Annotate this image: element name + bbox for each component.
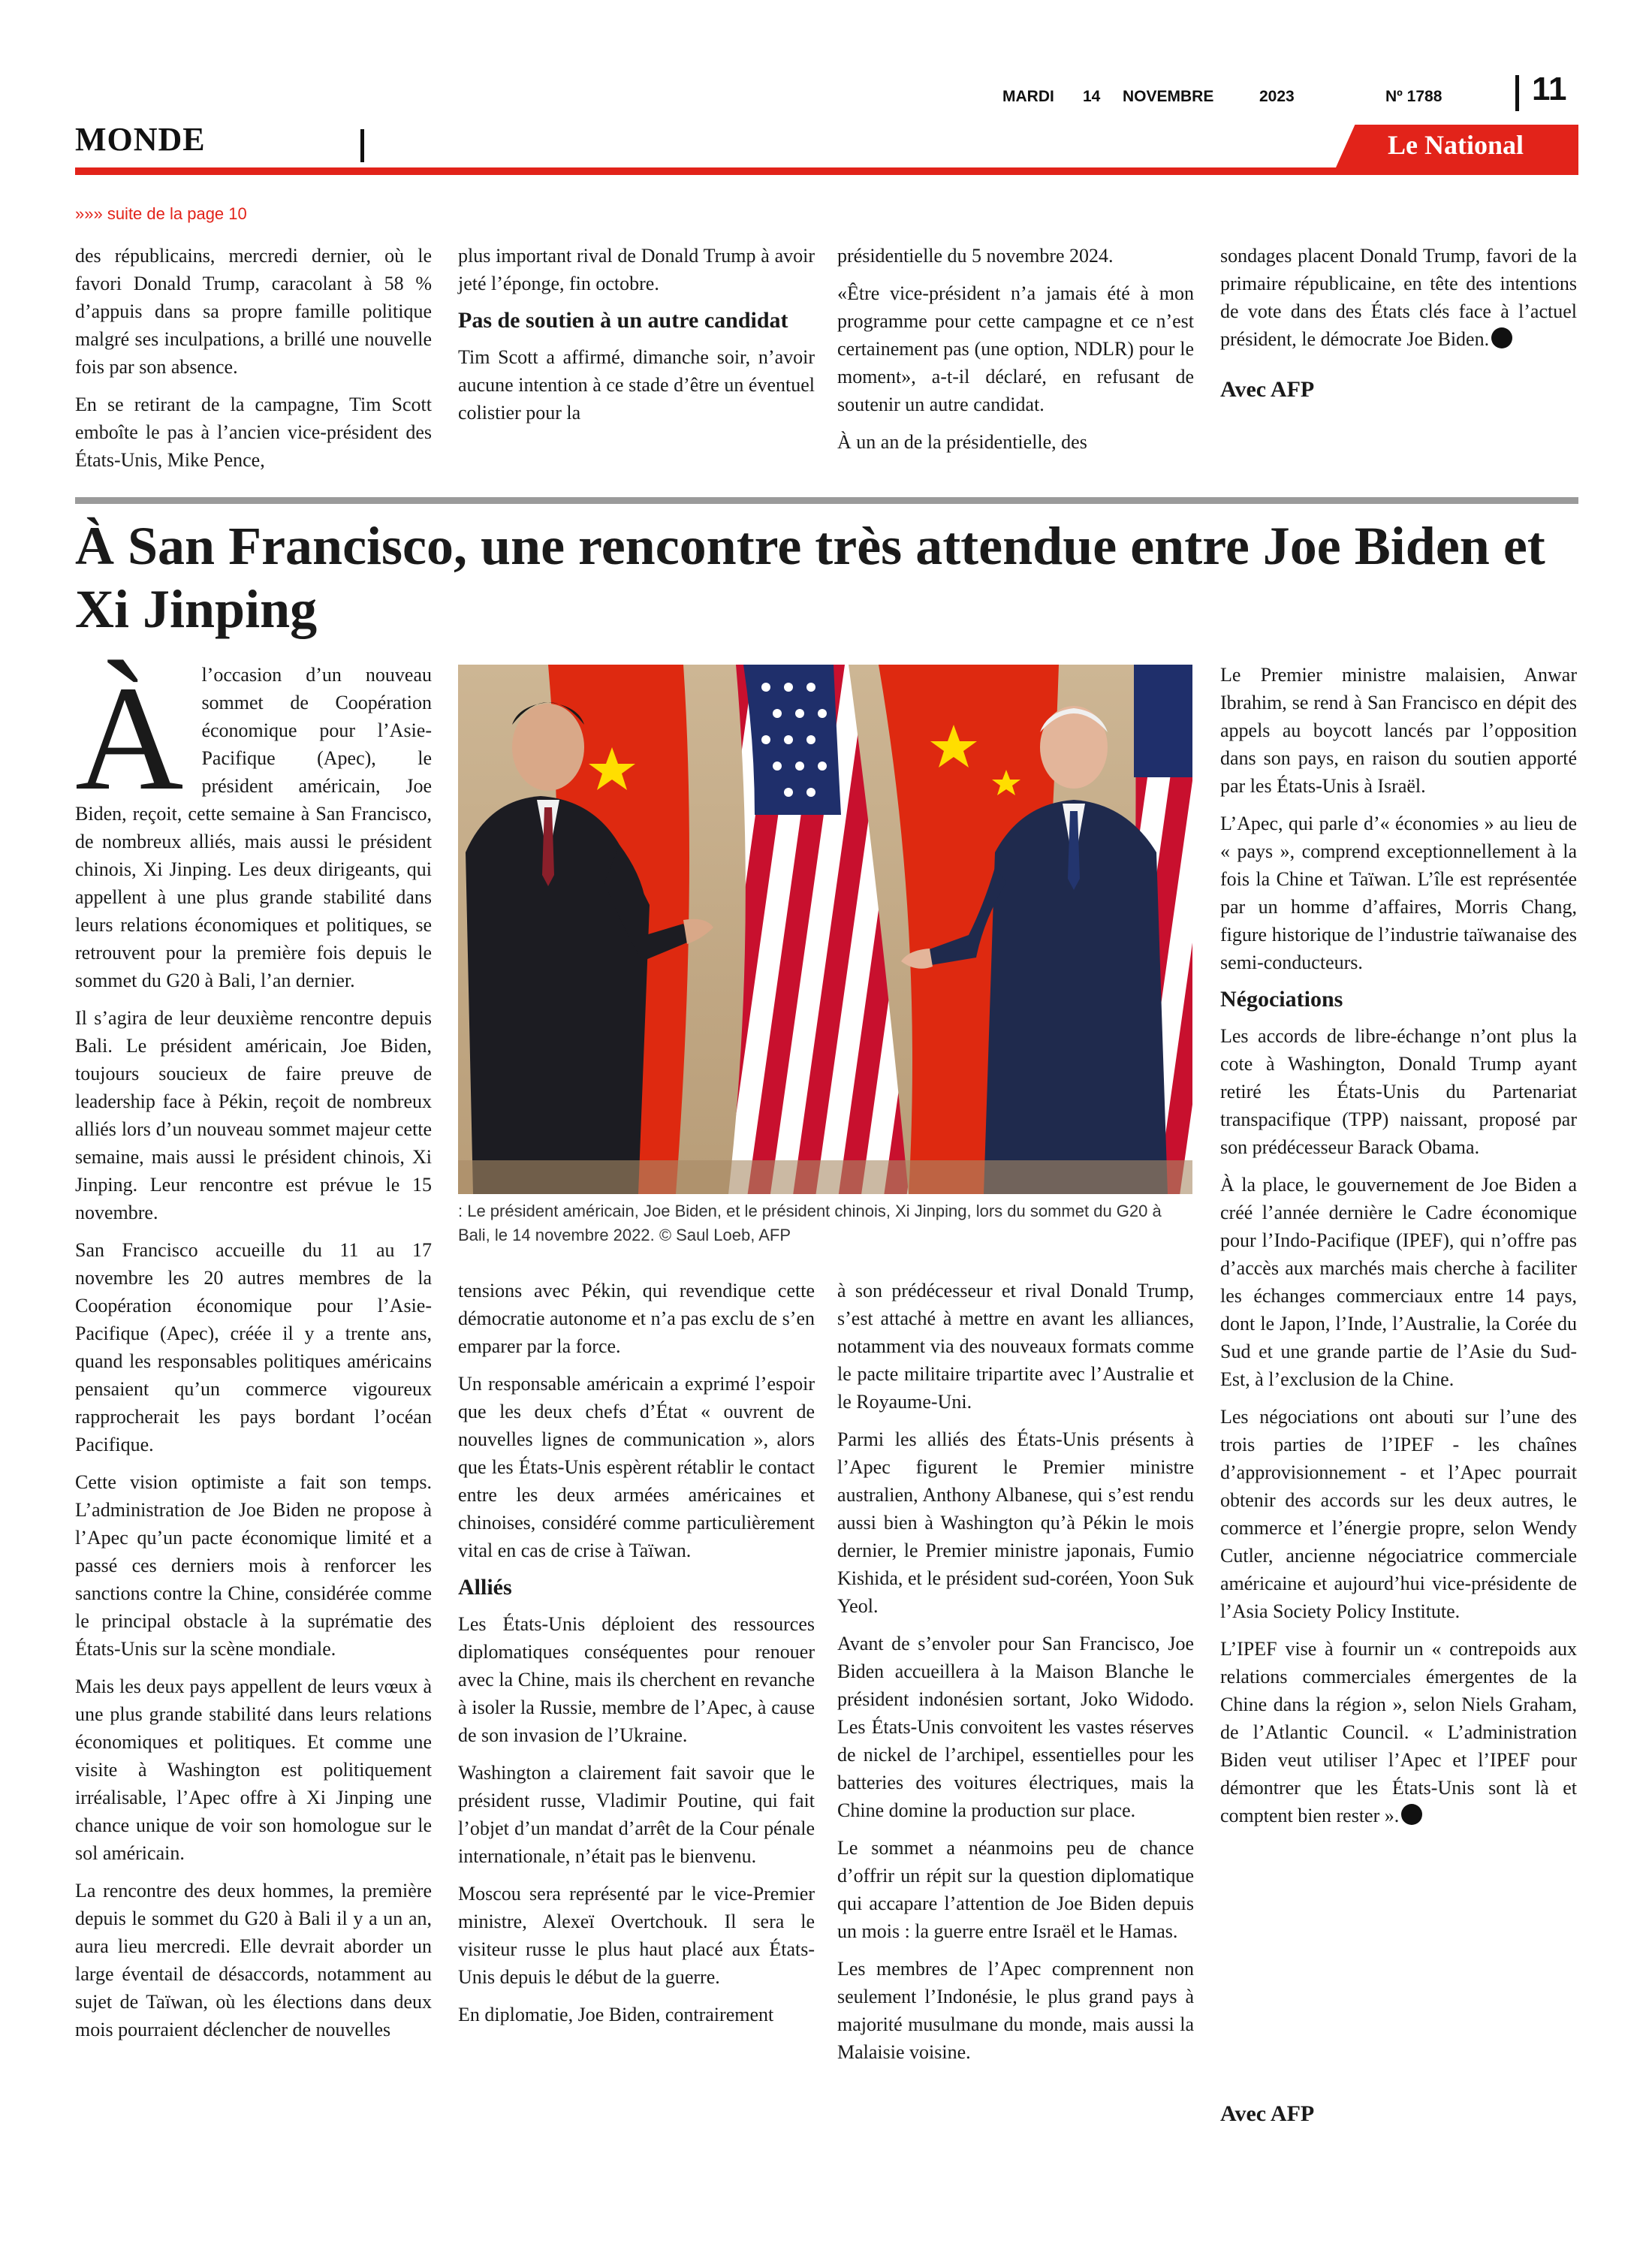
main-article-column-1 <box>75 656 432 2053</box>
signature: Avec AFP <box>1220 377 1315 402</box>
paragraph: présidentielle du 5 novembre 2024. <box>837 245 1114 267</box>
paragraph: Les États-Unis déploient des ressources diplomatiques conséquentes pour renouer avec la Chine, mais ils cherchent en revanche à isoler la Russie, membre de l’Apec, à cause de son invasion de l’Ukraine. <box>458 1613 815 1746</box>
header-month: NOVEMBRE <box>1123 88 1214 105</box>
top-article-column-1 <box>75 242 432 484</box>
paragraph: «Être vice-président n’a jamais été à mon programme pour cette campagne et ce n’est certainement pas (une option, NDLR) pour le moment», a-t-il déclaré, en refusant de soutenir un autre candidat. <box>837 282 1194 415</box>
section-title: MONDE <box>75 121 206 158</box>
main-article-column-3 <box>837 1277 1194 2076</box>
top-article-column-3 <box>837 242 1194 466</box>
paragraph: Cette vision optimiste a fait son temps. L’administration de Joe Biden ne propose à l’Apec qu’un pacte économique limité et a passé ces derniers mois à renforcer les sanctions contre la Chine, considérée comme le principal obstacle à la suprématie des États-Unis sur la scène mondiale. <box>75 1471 432 1660</box>
end-mark-icon <box>1491 327 1512 348</box>
paragraph: des républicains, mercredi dernier, où le favori Donald Trump, caracolant à 58 % d’appuis dans sa propre famille politique malgré ses inculpations, a brillé une nouvelle fois par son absence. <box>75 245 432 378</box>
paragraph: à son prédécesseur et rival Donald Trump, s’est attaché à mettre en avant les alliances, notamment via des nouveaux formats comme le pacte militaire tripartite avec l’Australie et le Royaume-Uni. <box>837 1280 1194 1413</box>
lead-paragraph <box>75 656 432 994</box>
header-issue: Nº 1788 <box>1385 88 1442 105</box>
lead-text: l’occasion d’un nouveau sommet de Coopération économique pour l’Asie-Pacifique (Apec), le président américain, Joe Biden, reçoit, cette semaine à San Francisco, de nombreux alliés, mais aussi le président chinois, Xi Jinping. Les deux dirigeants, qui appellent à une plus grande stabilité dans leurs relations économiques et politiques, se retrouvent pour la première fois depuis le sommet du G20 à Bali, l’an dernier. <box>75 664 432 991</box>
brand-name: Le National <box>1387 130 1524 160</box>
end-mark-icon <box>1401 1804 1422 1825</box>
drop-cap: À <box>75 656 184 822</box>
paragraph: Un responsable américain a exprimé l’espoir que les deux chefs d’État « ouvrent de nouvelles lignes de communication », alors que les États-Unis espèrent rétablir le contact entre les deux armées américaines et chinoises, considéré comme particulièrement vital en cas de crise à Taïwan. <box>458 1373 815 1561</box>
paragraph: Mais les deux pays appellent de leurs vœux à une plus grande stabilité dans leurs relations économiques et politiques. Et comme une visite à Washington est politiquement irréalisable, l’Apec offre à Xi Jinping une chance unique de voir son homologue sur le sol américain. <box>75 1675 432 1864</box>
paragraph: Les membres de l’Apec comprennent non seulement l’Indonésie, le plus grand pays à majorité musulmane du monde, mais aussi la Malaisie voisine. <box>837 1958 1194 2063</box>
paragraph: tensions avec Pékin, qui revendique cette démocratie autonome et n’a pas exclu de s’en emparer par la force. <box>458 1280 815 1357</box>
subheading: Alliés <box>458 1575 512 1600</box>
main-article-column-2 <box>458 1277 815 2038</box>
paragraph: plus important rival de Donald Trump à avoir jeté l’éponge, fin octobre. <box>458 245 815 294</box>
paragraph: En diplomatie, Joe Biden, contrairement <box>458 2004 774 2025</box>
paragraph: En se retirant de la campagne, Tim Scott emboîte le pas à l’ancien vice-président des États-Unis, Mike Pence, <box>75 394 432 471</box>
paragraph: Les accords de libre-échange n’ont plus la cote à Washington, Donald Trump ayant retiré les États-Unis du Partenariat transpacifique (TPP) naissant, proposé par son prédécesseur Barack Obama. <box>1220 1025 1577 1158</box>
top-article-column-4 <box>1220 242 1577 413</box>
subheading: Pas de soutien à un autre candidat <box>458 308 788 333</box>
paragraph: Les négociations ont abouti sur l’une des trois parties de l’IPEF - les chaînes d’approvisionnement - et l’Apec pourrait obtenir des accords sur les deux autres, le commerce et l’énergie propre, selon Wendy Cutler, ancienne négociatrice commerciale américaine et aujourd’hui vice-présidente de l’Asia Society Policy Institute. <box>1220 1406 1577 1622</box>
paragraph: À un an de la présidentielle, des <box>837 431 1087 453</box>
paragraph: Tim Scott a affirmé, dimanche soir, n’avoir aucune intention à ce stade d’être un éventuel colistier pour la <box>458 346 815 424</box>
paragraph: San Francisco accueille du 11 au 17 novembre les 20 autres membres de la Coopération économique pour l’Asie-Pacifique (Apec), créée il y a trente ans, quand les responsables politiques américains pensaient qu’un commerce vigoureux rapprocherait les pays bordant l’océan Pacifique. <box>75 1239 432 1455</box>
header-date-num: 14 <box>1083 88 1101 105</box>
paragraph: La rencontre des deux hommes, la première depuis le sommet du G20 à Bali il y a un an, aura lieu mercredi. Elle devrait aborder un large éventail de désaccords, notamment au sujet de Taïwan, où les élections dans deux mois pourraient déclencher de nouvelles <box>75 1880 432 2040</box>
main-article-column-4 <box>1220 661 1577 1839</box>
paragraph: Le Premier ministre malaisien, Anwar Ibrahim, se rend à San Francisco en dépit des appels au boycott lancés par l’opposition dans son pays, en raison du soutien apporté par les États-Unis à Israël. <box>1220 664 1577 797</box>
article-separator <box>75 497 1578 504</box>
photo-caption: : Le président américain, Joe Biden, et le président chinois, Xi Jinping, lors du sommet du G20 à Bali, le 14 novembre 2022. © Saul Loeb, AFP <box>458 1202 1162 1244</box>
paragraph: Le sommet a néanmoins peu de chance d’offrir un répit sur la question diplomatique qui accapare l’attention de Joe Biden depuis un mois : la guerre entre Israël et le Hamas. <box>837 1837 1194 1942</box>
summit-photo <box>458 665 1192 1194</box>
paragraph: Washington a clairement fait savoir que le président russe, Vladimir Poutine, qui fait l’objet d’un mandat d’arrêt de la Cour pénale internationale, n’était pas le bienvenu. <box>458 1762 815 1867</box>
subheading: Négociations <box>1220 987 1343 1012</box>
paragraph: Moscou sera représenté par le vice-Premier ministre, Alexeï Overtchouk. Il sera le visiteur russe le plus haut placé aux États-Unis depuis le début de la guerre. <box>458 1883 815 1988</box>
paragraph: Parmi les alliés des États-Unis présents à l’Apec figurent le Premier ministre australien, Anthony Albanese, qui s’est rendu aussi bien à Washington qu’à Pékin le mois dernier, le Premier ministre japonais, Fumio Kishida, et le président sud-coréen, Yoon Suk Yeol. <box>837 1428 1194 1617</box>
header-year: 2023 <box>1259 88 1295 105</box>
paragraph-text: L’IPEF vise à fournir un « contrepoids aux relations commerciales émergentes de la Chine dans la région », selon Niels Graham, de l’Atlantic Council. « L’administration Biden veut utiliser l’Apec et l’IPEF pour démontrer que les États-Unis sont là et comptent bien rester ». <box>1220 1638 1577 1826</box>
headline: À San Francisco, une rencontre très attendue entre Joe Biden et Xi Jinping <box>75 516 1545 639</box>
handshake-illustration <box>458 665 1192 1194</box>
continuation-note[interactable]: »»» suite de la page 10 <box>75 204 247 223</box>
section-divider <box>360 129 364 162</box>
signature: Avec AFP <box>1220 2101 1315 2126</box>
paragraph-text: sondages placent Donald Trump, favori de la primaire républicaine, en tête des intentions de vote dans des États clés face à l’actuel président, le démocrate Joe Biden. <box>1220 245 1577 350</box>
paragraph: Il s’agira de leur deuxième rencontre depuis Bali. Le président américain, Joe Biden, toujours soucieux de faire preuve de leadership face à Pékin, reçoit de nombreux alliés lors d’un nouveau sommet majeur cette semaine, mais aussi le président chinois, Xi Jinping. Leur rencontre est prévue le 15 novembre. <box>75 1007 432 1223</box>
top-article-column-2 <box>458 242 815 436</box>
paragraph: L’Apec, qui parle d’« économies » au lieu de « pays », comprend exceptionnellement à la fois la Chine et Taïwan. L’île est représentée par un homme d’affaires, Morris Chang, figure historique de l’industrie taïwanaise des semi-conducteurs. <box>1220 813 1577 973</box>
page-number-divider <box>1515 75 1519 111</box>
page-number: 11 <box>1532 71 1567 107</box>
paragraph <box>1220 242 1577 353</box>
header-day: MARDI <box>1002 88 1054 105</box>
paragraph: Avant de s’envoler pour San Francisco, Joe Biden accueillera à la Maison Blanche le président indonésien sortant, Joko Widodo. Les États-Unis convoitent les vastes réserves de nickel de l’archipel, essentielles pour les batteries des voitures électriques, mais la Chine domine la production sur place. <box>837 1633 1194 1821</box>
paragraph: À la place, le gouvernement de Joe Biden a créé l’année dernière le Cadre économique pour l’Indo-Pacifique (IPEF), qui n’offre pas d’accès aux marchés mais cherche à faciliter les échanges commerciaux entre 14 pays, dont le Japon, l’Inde, l’Australie, la Corée du Sud et une grande partie de l’Asie du Sud-Est, à l’exclusion de la Chine. <box>1220 1174 1577 1390</box>
paragraph <box>1220 1635 1577 1829</box>
